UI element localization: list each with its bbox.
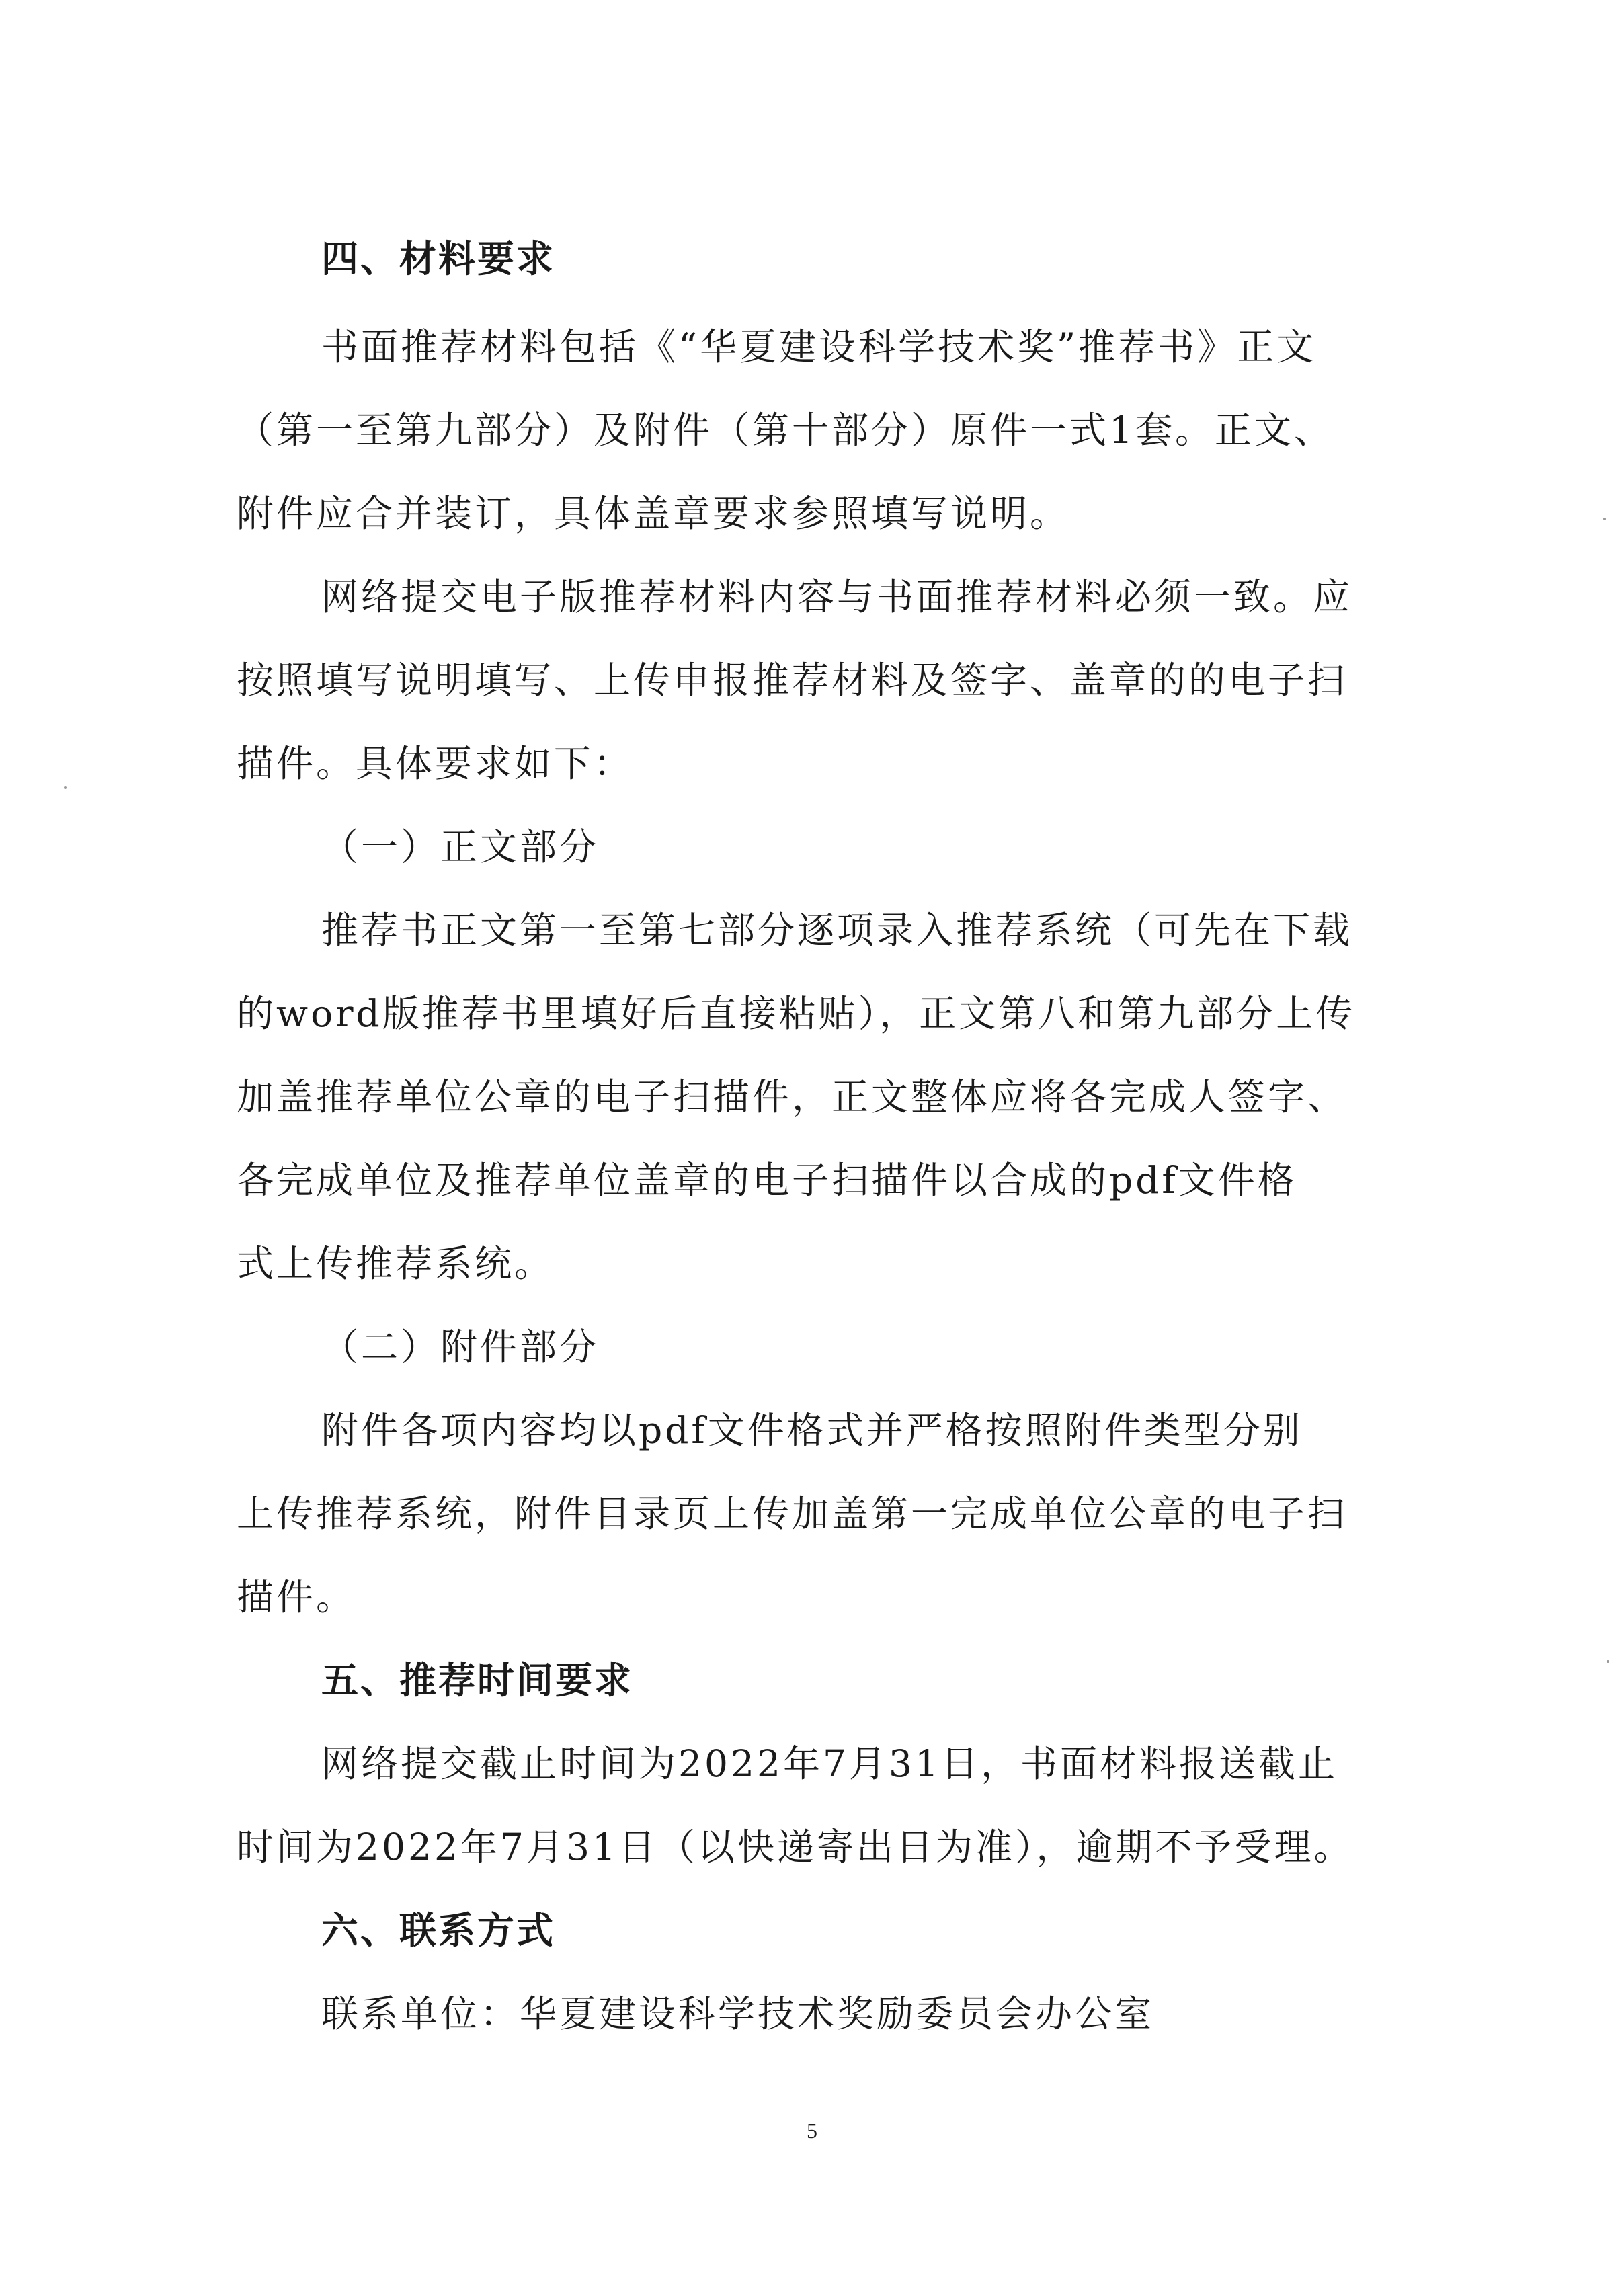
- paragraph-line: 各完成单位及推荐单位盖章的电子扫描件以合成的pdf文件格: [237, 1159, 1297, 1202]
- paragraph-line: 附件应合并装订，具体盖章要求参照填写说明。: [237, 492, 1070, 535]
- paragraph-line: 按照填写说明填写、上传申报推荐材料及签字、盖章的的电子扫: [237, 659, 1348, 702]
- paragraph-line: 的word版推荐书里填好后直接粘贴），正文第八和第九部分上传: [237, 992, 1356, 1035]
- paragraph-line: 加盖推荐单位公章的电子扫描件，正文整体应将各完成人签字、: [237, 1075, 1348, 1118]
- subsection-title-attachments: （二）附件部分: [321, 1325, 600, 1368]
- section-heading-materials: 四、材料要求: [321, 237, 556, 280]
- scan-speck: [1607, 1660, 1609, 1663]
- paragraph-line: 时间为2022年7月31日（以快递寄出日为准），逾期不予受理。: [237, 1826, 1354, 1869]
- section-heading-deadline: 五、推荐时间要求: [321, 1659, 634, 1702]
- scan-speck: [1603, 518, 1606, 520]
- paragraph-line: 网络提交电子版推荐材料内容与书面推荐材料必须一致。应: [321, 575, 1353, 618]
- paragraph-line: 上传推荐系统，附件目录页上传加盖第一完成单位公章的电子扫: [237, 1492, 1348, 1535]
- paragraph-line: 附件各项内容均以pdf文件格式并严格按照附件类型分别: [321, 1409, 1303, 1452]
- section-heading-contact: 六、联系方式: [321, 1909, 556, 1952]
- paragraph-line: 网络提交截止时间为2022年7月31日，书面材料报送截止: [321, 1742, 1338, 1785]
- page-number: 5: [807, 2119, 817, 2143]
- paragraph-line: 推荐书正文第一至第七部分逐项录入推荐系统（可先在下载: [321, 909, 1353, 952]
- paragraph-line: 描件。具体要求如下：: [237, 742, 634, 785]
- paragraph-line: 描件。: [237, 1576, 356, 1619]
- paragraph-line: 书面推荐材料包括《“华夏建设科学技术奖”推荐书》正文: [321, 325, 1317, 368]
- paragraph-line: 联系单位：华夏建设科学技术奖励委员会办公室: [321, 1992, 1155, 2035]
- scan-speck: [64, 786, 67, 789]
- paragraph-line: （第一至第九部分）及附件（第十部分）原件一式1套。正文、: [237, 409, 1334, 452]
- paragraph-line: 式上传推荐系统。: [237, 1242, 555, 1285]
- subsection-title-main-text: （一）正文部分: [321, 825, 600, 868]
